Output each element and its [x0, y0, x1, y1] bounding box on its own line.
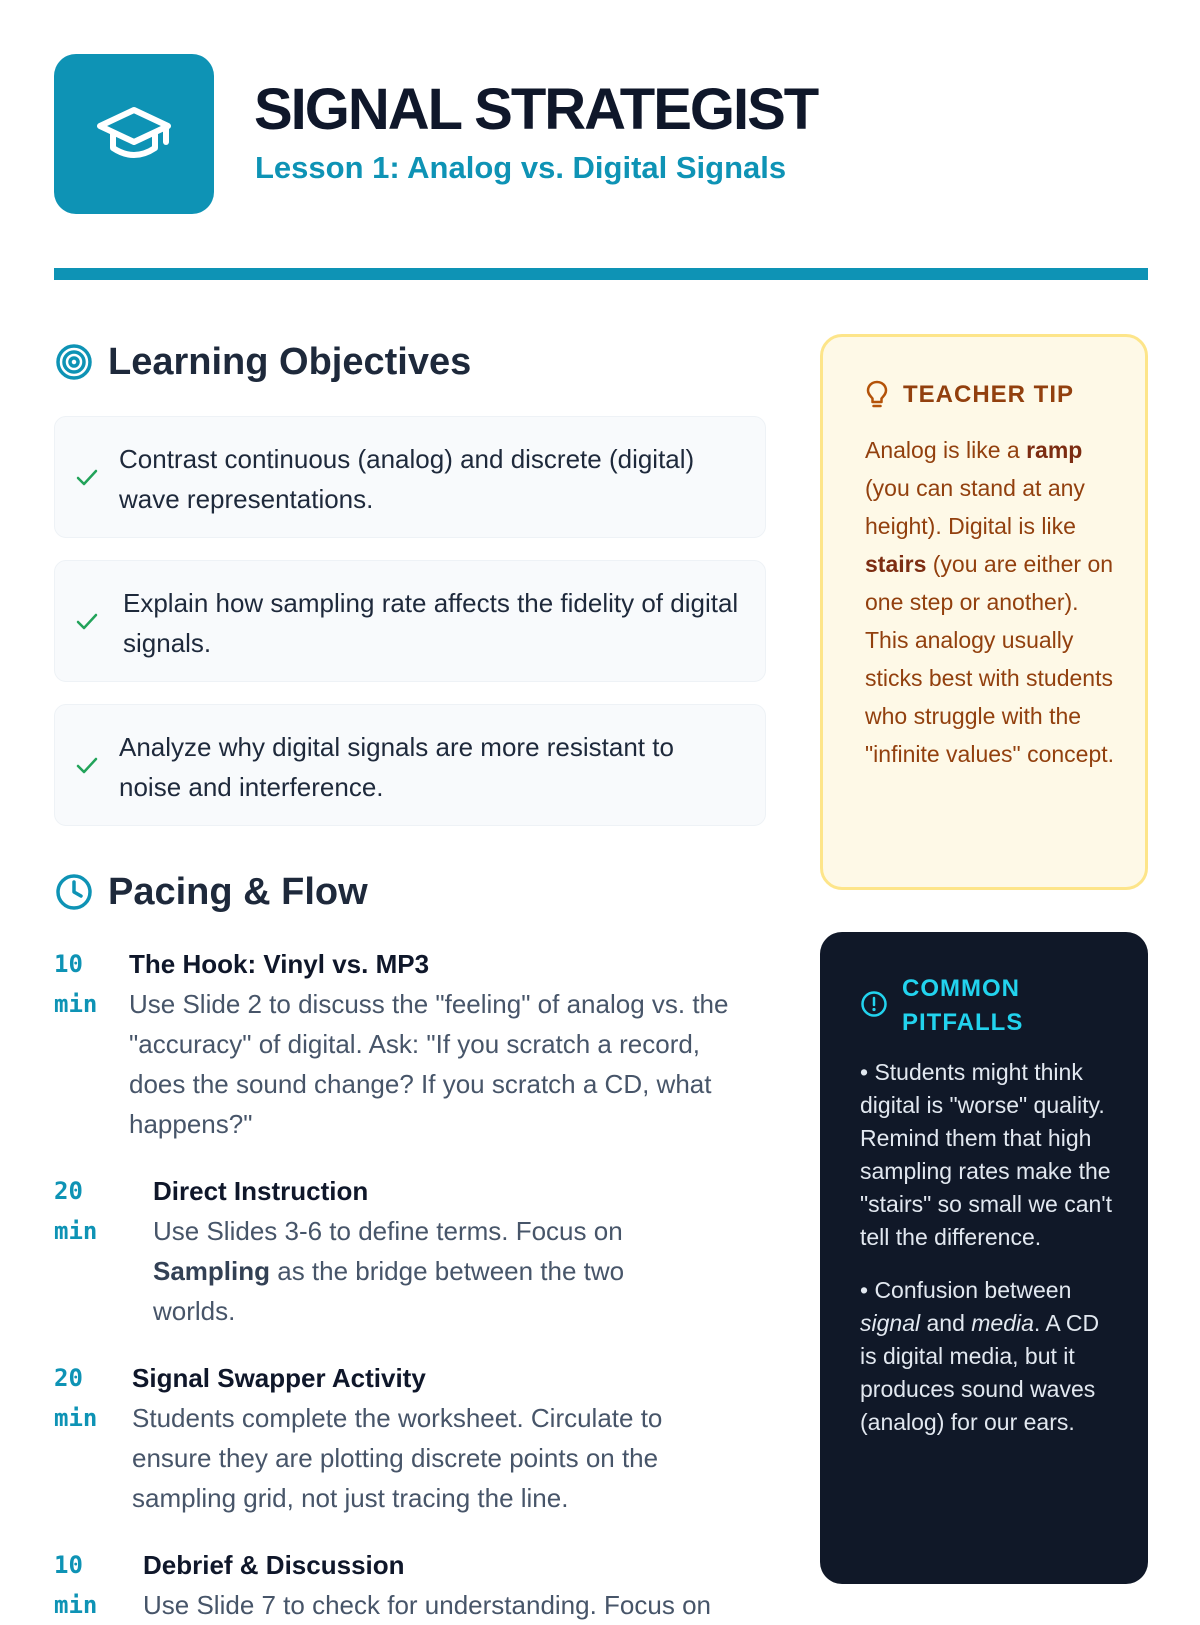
pacing-item-desc: Students complete the worksheet. Circulate to ensure they are plotting discrete points on the sampling grid, not just tracing the line.: [132, 1403, 663, 1513]
objective-card: [54, 704, 766, 826]
teacher-tip-text: Analog is like a ramp (you can stand at any height). Digital is like stairs (you are either on one step or another). This analogy usually sticks best with students who struggle with the "infinite values" concept.: [865, 437, 1115, 767]
pitfalls-list: [860, 1056, 1122, 1459]
pacing-item-desc: Use Slides 3-6 to define terms. Focus on Sampling as the bridge between the two worlds.: [153, 1216, 625, 1326]
objective-text: Explain how sampling rate affects the fidelity of digital signals.: [123, 588, 739, 658]
common-pitfalls-card: [820, 932, 1148, 1584]
target-icon: [54, 342, 94, 382]
pitfall-item: • Students might think digital is "worse" quality. Remind them that high sampling rates make the "stairs" so small we can't tell the difference.: [860, 1059, 1113, 1250]
pacing-item-title: The Hook: Vinyl vs. MP3: [129, 949, 430, 979]
objectives-title: Learning Objectives: [108, 341, 472, 383]
teacher-tip-title: TEACHER TIP: [903, 381, 1075, 408]
alert-circle-icon: [860, 990, 888, 1018]
pacing-heading: [54, 870, 368, 914]
check-icon: [75, 611, 99, 631]
check-icon: [75, 755, 99, 775]
objectives-heading: [54, 340, 471, 384]
clock-icon: [54, 872, 94, 912]
page-subtitle: Lesson 1: Analog vs. Digital Signals: [255, 150, 787, 185]
pacing-duration: 10 min: [54, 1551, 98, 1619]
lightbulb-icon: [865, 379, 889, 411]
graduation-cap-icon: [96, 104, 172, 164]
pacing-item-title: Direct Instruction: [153, 1176, 369, 1206]
pacing-duration: 10 min: [54, 950, 98, 1018]
logo: [54, 54, 214, 214]
pacing-item-desc: Use Slide 7 to check for understanding. Focus on: [143, 1590, 711, 1620]
header-divider: [54, 268, 1148, 280]
objective-card: [54, 560, 766, 682]
common-pitfalls-title: COMMON PITFALLS: [902, 975, 1024, 1036]
pacing-duration: 20 min: [54, 1177, 98, 1245]
pacing-item-title: Signal Swapper Activity: [132, 1363, 426, 1393]
pitfall-item: • Confusion between signal and media. A CD is digital media, but it produces sound waves (analog) for our ears.: [860, 1277, 1100, 1435]
check-icon: [75, 467, 99, 487]
pacing-item-title: Debrief & Discussion: [143, 1550, 405, 1580]
teacher-tip-card: [820, 334, 1148, 890]
pacing-item-desc: Use Slide 2 to discuss the "feeling" of analog vs. the "accuracy" of digital. Ask: "If you scratch a record, does the sound change? If you scratch a CD, what happens?": [129, 989, 729, 1139]
objective-text: Contrast continuous (analog) and discrete (digital) wave representations.: [119, 444, 695, 514]
objective-text: Analyze why digital signals are more resistant to noise and interference.: [119, 732, 674, 802]
page-title: SIGNAL STRATEGIST: [254, 77, 818, 142]
objective-card: [54, 416, 766, 538]
lesson-header: [54, 54, 1148, 214]
pacing-duration: 20 min: [54, 1364, 98, 1432]
pacing-title: Pacing & Flow: [108, 871, 368, 913]
